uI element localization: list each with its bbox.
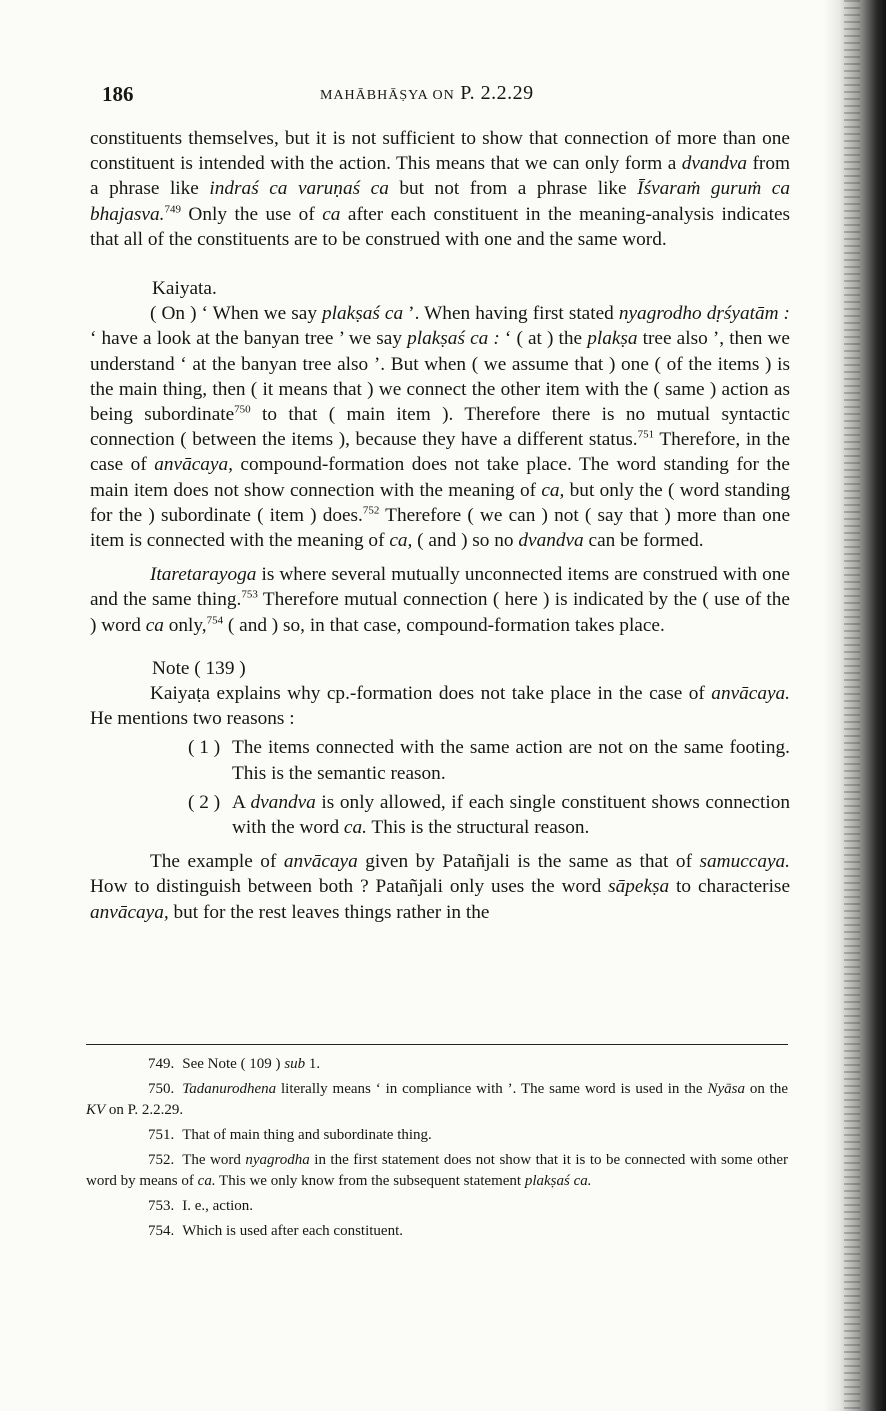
paragraph-2: ( On ) ‘ When we say plakṣaś ca ’. When having first stated nyagrodho dṛśyatām : ‘ have a look at the banyan tree ’ we say plakṣaś ca : ‘ ( at ) the plakṣa tree also ’, then we understand ‘ at the banyan tree also ’. But when ( we assume that ) one ( of the items ) is the main thing, then ( it means that ) we connect the other item with the ( same ) action as being subordinate$^{750}$ to that ( main item ). Therefore there is no mutual syntactic connection ( between the items ), because they have a different status.$^{751}$ Therefore, in the case of anvācaya, compound-formation does not take place. The word standing for the main item does not show connection with the meaning of ca, but only the ( word standing for the ) subordinate ( item ) does.$^{752}$ Therefore ( we can ) not ( say that ) more than one item is connected with the meaning of ca, ( and ) so no dvandva can be formed. [90,303,790,552]
footnote-754: 754. Which is used after each constituent. [148,1223,404,1239]
footnote-divider [86,1044,788,1045]
main-text [90,126,790,925]
reason-number: ( 2 ) [188,791,221,813]
running-head-title: MAHĀBHĀṢYA ON [320,88,455,103]
paragraph-3: Itaretarayoga is where several mutually unconnected items are construed with one and the same thing.$^{753}$ Therefore mutual connection ( here ) is indicated by the ( use of the ) word ca only,$^{754}$ ( and ) so, in that case, compound-formation takes place. [90,564,790,636]
running-head [320,82,534,105]
footnotes [86,1054,788,1242]
footnote-ref-753: 753 [241,589,258,602]
footnote-ref-750: 750 [234,403,251,416]
paragraph-5: The example of anvācaya given by Patañjali is the same as that of samuccaya. How to distinguish between both ? Patañjali only uses the word sāpekṣa to characterise anvācaya, but for the rest leaves things rather in the [90,851,790,923]
footnote-753: 753. I. e., action. [148,1198,254,1214]
reason-text: The items connected with the same action are not on the same footing. This is the semantic reason. [232,737,790,784]
reason-number: ( 1 ) [188,737,221,759]
reason-1 [188,735,790,785]
kaiyata-heading: Kaiyata. [152,278,217,300]
footnote-ref-751: 751 [637,428,655,441]
paragraph-1: constituents themselves, but it is not sufficient to show that connection of more than one constituent is intended with the action. This means that we can only form a dvandva from a phrase like indraś ca varuṇaś ca but not from a phrase like Īśvaraṁ guruṁ ca bhajasva.$^{749}$ Only the use of ca after each constituent in the meaning-analysis indicates that all of the constituents are to be construed with one and the same word. [90,128,791,250]
footnote-ref-749: 749 [164,203,181,216]
footnote-750: 750. Tadanurodhena literally means ‘ in compliance with ’. The same word is used in the Nyāsa on the KV on P. 2.2.29. [86,1081,789,1118]
footnote-751: 751. That of main thing and subordinate thing. [148,1127,432,1143]
note-heading: Note ( 139 ) [152,657,246,679]
footnote-749: 749. See Note ( 109 ) sub 1. [148,1056,321,1072]
paragraph-4: Kaiyaṭa explains why cp.-formation does not take place in the case of anvācaya. He mentions two reasons : [90,683,790,730]
reason-2 [188,790,790,840]
page-header [102,80,792,110]
page-number: 186 [102,82,134,106]
running-head-ref: P. 2.2.29 [460,82,534,104]
footnote-752: 752. The word nyagrodha in the first statement does not show that it is to be connected with some other word by means of ca. This we only know from the subsequent statement plakṣaś ca. [86,1152,788,1189]
footnote-ref-752: 752 [362,504,380,517]
reason-text: A dvandva is only allowed, if each single constituent shows connection with the word ca. This is the structural reason. [232,791,790,839]
footnote-ref-754: 754 [206,614,224,627]
